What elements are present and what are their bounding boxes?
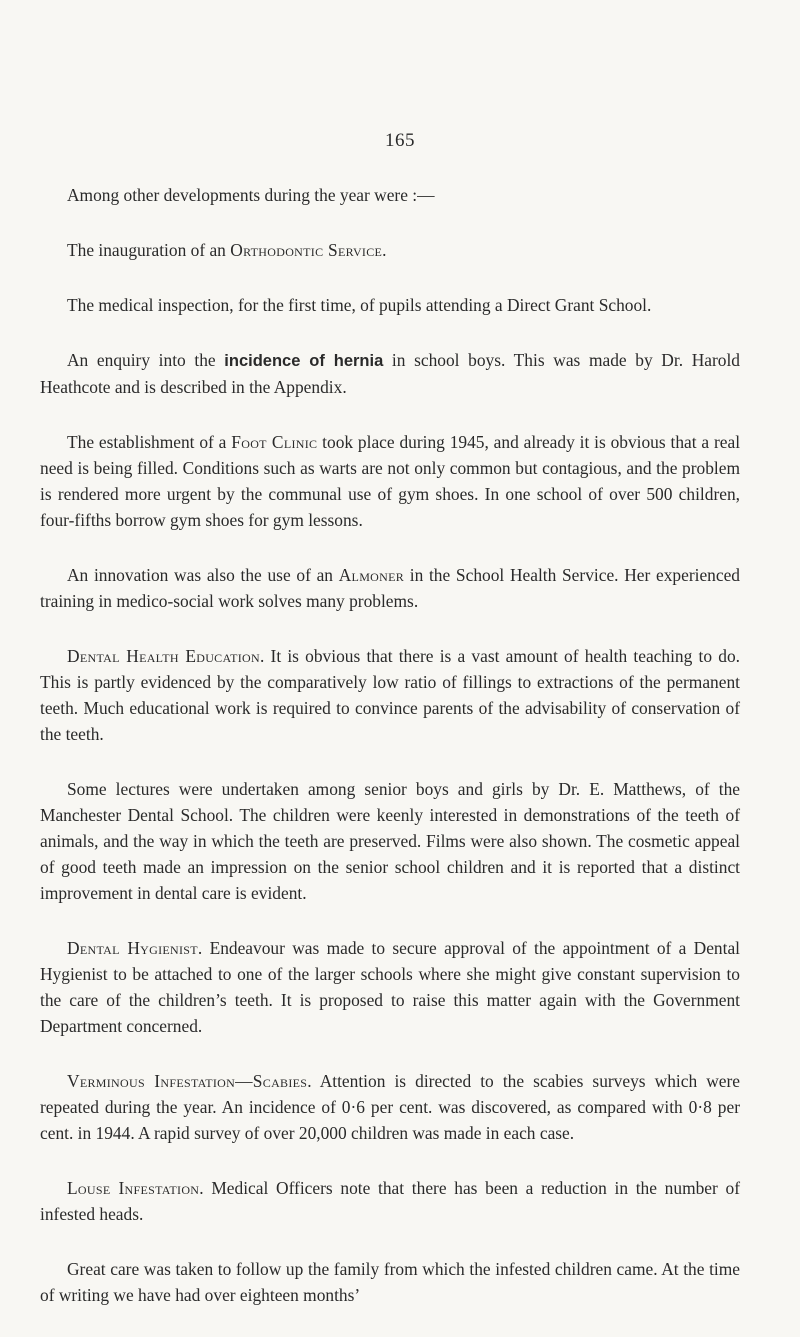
paragraph-direct-grant-school: The medical inspection, for the first time, of pupils attending a Direct Grant School. <box>67 295 652 315</box>
paragraph-louse-infestation: Louse Infestation. Medical Officers note that there has been a reduction in the number of infested heads. <box>40 1178 740 1224</box>
heading-dental-hygienist: Dental Hygienist <box>67 938 198 958</box>
heading-foot-clinic: Foot Clinic <box>231 432 318 452</box>
paragraph-follow-up: Great care was taken to follow up the family from which the infested children came. At the time of writing we have had over eighteen months’ <box>40 1259 740 1305</box>
paragraph-developments-intro: Among other developments during the year were :— <box>67 185 435 205</box>
paragraph-foot-clinic: The establishment of a Foot Clinic took place during 1945, and already it is obvious that a real need is being filled. Conditions such as warts are not only common but contagious, and the problem is rendered more urgent by the communal use of gym shoes. In one school of over 500 children, four-fifths borrow gym shoes for gym lessons. <box>40 432 741 530</box>
heading-dental-health-education: Dental Health Education <box>67 646 260 666</box>
body-text <box>40 182 740 1337</box>
page-number: 165 <box>385 130 415 151</box>
paragraph-dental-health-education: Dental Health Education. It is obvious that there is a vast amount of health teaching to do. This is partly evidenced by the comparatively low ratio of fillings to extractions of the permanent teeth. Much educational work is required to convince parents of the advisability of conservation of the teeth. <box>40 646 740 744</box>
heading-almoner: Almoner <box>338 565 405 585</box>
paragraph-dental-hygienist: Dental Hygienist. Endeavour was made to secure approval of the appointment of a Dental Hygienist to be attached to one of the larger schools where she might give constant supervision to the care of the children’s teeth. It is proposed to raise this matter again with the Government Department concerned. <box>40 938 741 1036</box>
paragraph-orthodontic-service: The inauguration of an Orthodontic Service. <box>67 240 387 260</box>
paragraph-lectures: Some lectures were undertaken among senior boys and girls by Dr. E. Matthews, of the Manchester Dental School. The children were keenly interested in demonstrations of the teeth of animals, and the way in which the teeth are preserved. Films were also shown. The cosmetic appeal of good teeth made an impression on the senior school children and it is reported that a distinct improvement in dental care is evident. <box>40 779 740 903</box>
heading-orthodontic-service: Orthodontic Service <box>230 240 383 260</box>
heading-louse-infestation: Louse Infestation <box>67 1178 200 1198</box>
highlight-incidence-of-hernia: incidence of hernia <box>224 352 384 370</box>
heading-verminous-infestation-scabies: Verminous Infestation—Scabies <box>67 1071 308 1091</box>
paragraph-scabies: Verminous Infestation—Scabies. Attention is directed to the scabies surveys which were repeated during the year. An incidence of 0·6 per cent. was discovered, as compared with 0·8 per cent. in 1944. A rapid survey of over 20,000 children was made in each case. <box>40 1071 740 1143</box>
paragraph-hernia-enquiry: An enquiry into the incidence of hernia in school boys. This was made by Dr. Harold Heathcote and is described in the Appendix. <box>40 350 740 397</box>
paragraph-almoner: An innovation was also the use of an Almoner in the School Health Service. Her experienced training in medico-social work solves many problems. <box>40 565 740 611</box>
